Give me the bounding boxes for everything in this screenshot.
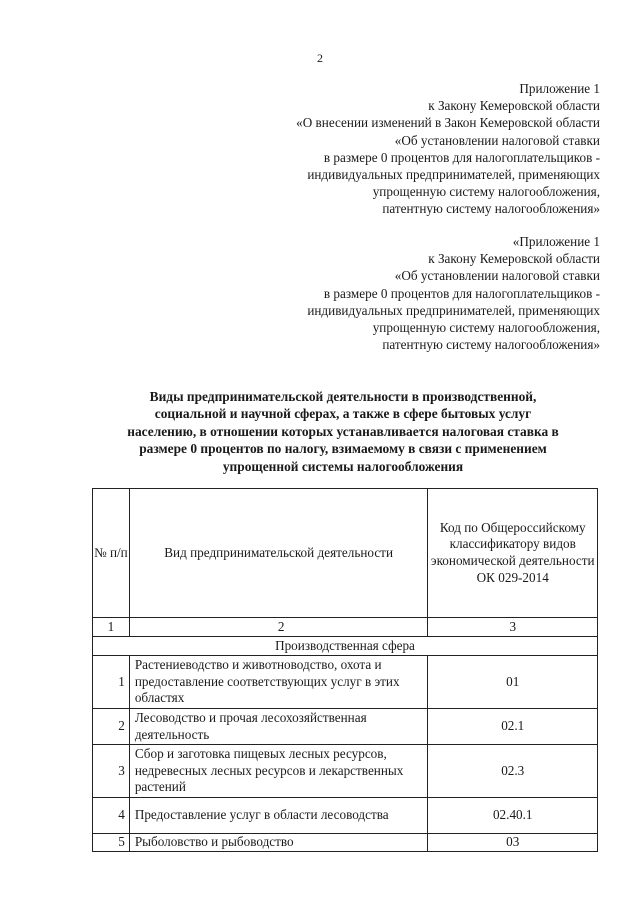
appendix-line: индивидуальных предпринимателей, применяющих — [307, 302, 600, 318]
title-line: Виды предпринимательской деятельности в производственной, — [149, 389, 537, 404]
column-number-row — [93, 618, 598, 637]
row-num: 4 — [93, 798, 130, 834]
header-code: Код по Общероссийскому классификатору видов экономической деятельности ОК 029-2014 — [428, 489, 598, 618]
appendix-line: «Приложение 1 — [512, 234, 600, 249]
row-code: 02.1 — [428, 709, 598, 745]
row-activity: Лесоводство и прочая лесохозяйственная деятельность — [129, 709, 428, 745]
table-row — [93, 798, 598, 834]
table-row — [93, 745, 598, 798]
appendix-line: в размере 0 процентов для налогоплательщиков - — [323, 149, 600, 165]
row-num: 5 — [93, 834, 130, 852]
row-activity: Предоставление услуг в области лесоводства — [129, 798, 428, 834]
row-code: 03 — [428, 834, 598, 852]
row-activity: Сбор и заготовка пищевых лесных ресурсов, недревесных лесных ресурсов и лекарственных растений — [129, 745, 428, 798]
row-num: 3 — [93, 745, 130, 798]
column-number: 3 — [428, 618, 598, 637]
row-code: 02.40.1 — [428, 798, 598, 834]
appendix-line: индивидуальных предпринимателей, применяющих — [307, 167, 600, 183]
section-row — [93, 637, 598, 656]
table-header-row — [93, 489, 598, 618]
appendix-line: «О внесении изменений в Закон Кемеровской области — [296, 115, 600, 131]
title-line: социальной и научной сферах, а также в сфере бытовых услуг — [154, 406, 532, 422]
table-row — [93, 834, 598, 852]
header-activity: Вид предпринимательской деятельности — [129, 489, 428, 618]
appendix-line: к Закону Кемеровской области — [428, 98, 600, 114]
row-activity: Растениеводство и животноводство, охота и предоставление соответствующих услуг в этих областях — [129, 656, 428, 709]
appendix-line: к Закону Кемеровской области — [428, 251, 600, 267]
section-title: Производственная сфера — [93, 637, 598, 656]
row-num: 1 — [93, 656, 130, 709]
row-code: 01 — [428, 656, 598, 709]
appendix-line: упрощенную систему налогообложения, — [372, 320, 600, 336]
page-number: 2 — [317, 51, 323, 65]
row-num: 2 — [93, 709, 130, 745]
column-number: 2 — [129, 618, 428, 637]
appendix-line: в размере 0 процентов для налогоплательщиков - — [323, 285, 600, 301]
appendix-line: «Об установлении налоговой ставки — [394, 268, 600, 284]
title-line: размере 0 процентов по налогу, взимаемому в связи с применением — [139, 441, 547, 457]
appendix-line: патентную систему налогообложения» — [382, 337, 600, 353]
table-row — [93, 709, 598, 745]
table-row — [93, 656, 598, 709]
appendix-line: «Об установлении налоговой ставки — [394, 132, 600, 148]
appendix-line: упрощенную систему налогообложения, — [372, 184, 600, 200]
appendix-header-amending-law — [180, 80, 600, 218]
title-line: населению, в отношении которых устанавливается налоговая ставка в — [127, 423, 559, 439]
document-title — [84, 388, 602, 475]
appendix-header-original-law — [180, 233, 600, 353]
header-num: № п/п — [93, 489, 130, 618]
appendix-line: Приложение 1 — [519, 81, 600, 96]
row-code: 02.3 — [428, 745, 598, 798]
row-activity: Рыболовство и рыбоводство — [129, 834, 428, 852]
column-number: 1 — [93, 618, 130, 637]
activities-table — [92, 488, 598, 852]
title-line: упрощенной системы налогообложения — [222, 458, 464, 474]
appendix-line: патентную систему налогообложения» — [382, 201, 600, 217]
